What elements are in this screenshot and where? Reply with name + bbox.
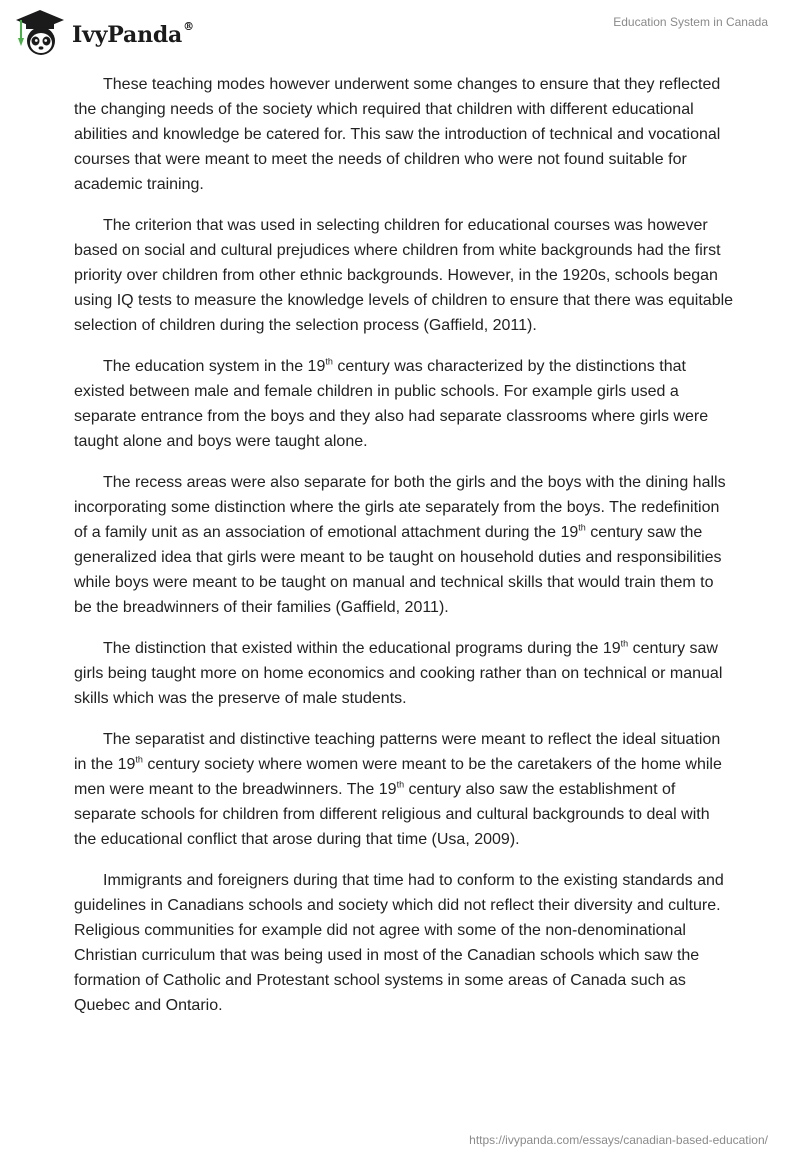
paragraph-4-text-b: century saw the generalized idea that girls were meant to be taught on household duties and responsibilities while boys were meant to be taught on manual and technical skills that would train them to be the breadwinners of their families (Gaffield, 2011). [74,524,722,616]
paragraph-5 [74,636,734,711]
paragraph-5-text-b: century saw girls being taught more on home economics and cooking rather than on technical or manual skills which was the preserve of male students. [74,640,723,707]
ordinal-suffix: th [325,356,333,367]
ordinal-suffix: th [396,779,405,790]
paragraph-1: These teaching modes however underwent some changes to ensure that they reflected the changing needs of the society which required that children with different educational abilities and knowledge be catered for. This saw the introduction of technical and vocational courses that were meant to meet the needs of children who were not found suitable for academic training. [74,76,721,193]
paragraph-3-text-a: The education system in the 19 [103,358,326,375]
paragraph-6-text-c: century also saw the establishment of separate schools for children from different religious and cultural backgrounds to deal with the educational conflict that arose during that time (Usa, 2009). [74,781,710,848]
ordinal-suffix: th [620,638,629,649]
paragraph-4 [74,470,734,620]
ivypanda-logo[interactable] [14,8,194,58]
panda-graduate-logo-icon [14,8,66,58]
paragraph-6-text-b: century society where women were meant to be the caretakers of the home while men were meant to the breadwinners. The 19 [74,756,722,798]
paragraph-3 [74,354,734,454]
paragraph-4-text-a: The recess areas were also separate for both the girls and the boys with the dining halls incorporating some distinction where the girls ate separately from the boys. The redefinition of a family unit as an association of emotional attachment during the 19 [74,474,726,541]
page-header [0,0,800,70]
source-url-link[interactable]: https://ivypanda.com/essays/canadian-based-education/ [469,1133,768,1147]
registered-mark: ® [183,20,194,33]
essay-body [74,72,734,1034]
paragraph-6 [74,727,734,852]
paragraph-7: Immigrants and foreigners during that time had to conform to the existing standards and guidelines in Canadians schools and society which did not reflect their diversity and culture. Religious communities for example did not agree with some of the non-denominational Christian curriculum that was being used in most of the Canadian schools which saw the formation of Catholic and Protestant school systems in some areas of Canada such as Quebec and Ontario. [74,872,724,1014]
paragraph-2: The criterion that was used in selecting children for educational courses was however based on social and cultural prejudices where children from white backgrounds had the first priority over children from other ethnic backgrounds. However, in the 1920s, schools began using IQ tests to measure the knowledge levels of children to ensure that there was equitable selection of children during the selection process (Gaffield, 2011). [74,217,734,334]
paragraph-6-text-a: The separatist and distinctive teaching patterns were meant to reflect the ideal situation in the 19 [74,731,721,773]
paragraph-5-text-a: The distinction that existed within the educational programs during the 19 [103,640,621,657]
document-title: Education System in Canada [613,15,768,29]
ordinal-suffix: th [135,754,143,765]
logo-wordmark: IvyPanda® [72,20,194,48]
ordinal-suffix: th [578,522,586,533]
paragraph-3-text-b: century was characterized by the distinctions that existed between male and female children in public schools. For example girls used a separate entrance from the boys and they also had separate classrooms where girls were taught alone and boys were taught alone. [74,358,709,450]
